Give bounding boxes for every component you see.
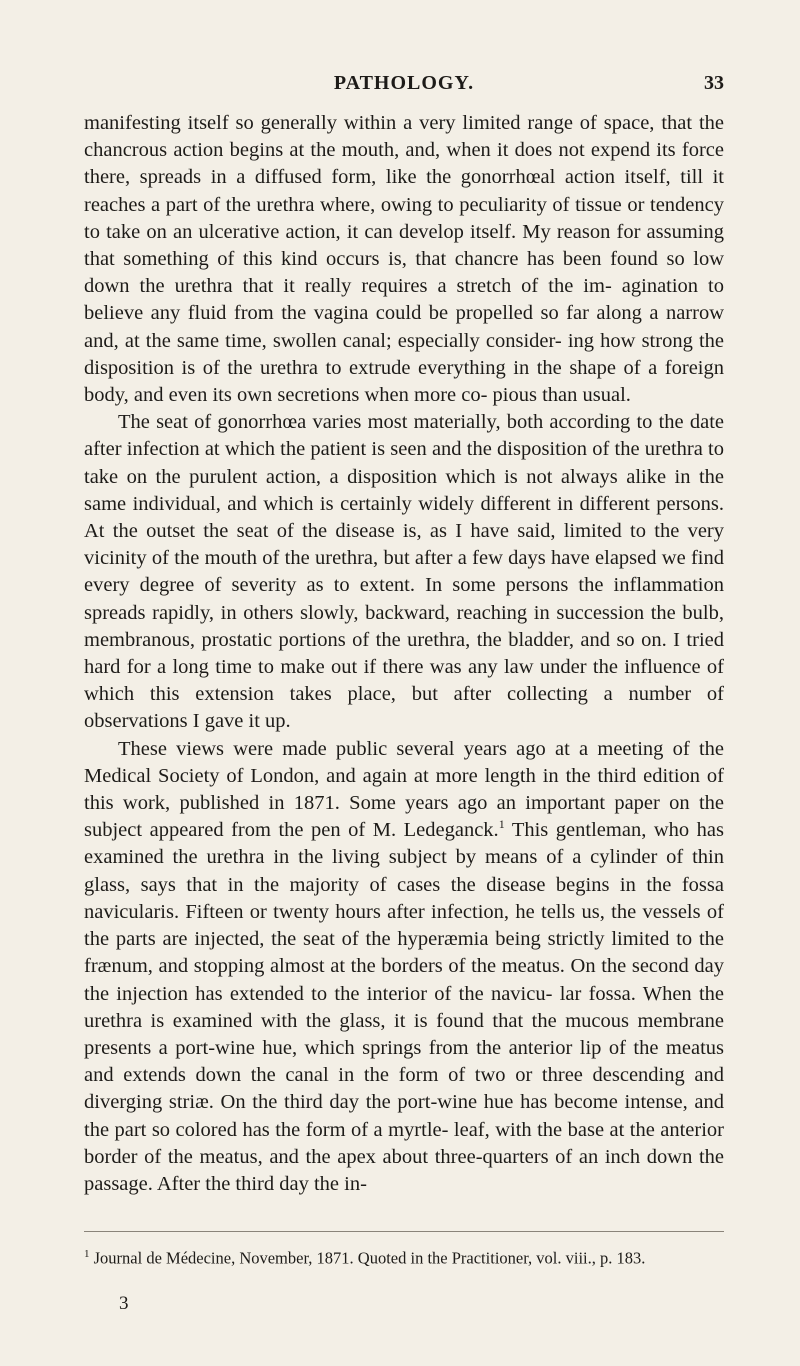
footnote: [84, 1243, 724, 1270]
signature-mark: 3: [119, 1293, 129, 1314]
body-text: [84, 110, 724, 1198]
footnote-text: Journal de Médecine, November, 1871. Quoted in the Practitioner, vol. viii., p. 183.: [89, 1248, 646, 1268]
paragraph-3: [84, 736, 724, 1198]
footnote-reference: 1: [498, 817, 505, 832]
paragraph-2: The seat of gonorrhœa varies most materially, both according to the date after infection at which the patient is seen and the disposition of the urethra to take on the purulent action, a disposition which is not always alike in the same individual, and which is certainly widely different in different persons. At the outset the seat of the disease is, as I have said, limited to the very vicinity of the mouth of the urethra, but after a few days have elapsed we find every degree of severity as to extent. In some persons the inflammation spreads rapidly, in others slowly, backward, reaching in succession the bulb, membranous, prostatic portions of the urethra, the bladder, and so on. I tried hard for a long time to make out if there was any law under the influence of which this extension takes place, but after collecting a number of observations I gave it up.: [84, 411, 724, 733]
paragraph-1: manifesting itself so generally within a very limited range of space, that the chancrous action begins at the mouth, and, when it does not expend its force there, spreads in a diffused form, like the gonorrhœal action itself, till it reaches a part of the urethra where, owing to peculiarity of tissue or tendency to take on an ulcerative action, it can develop itself. My reason for assuming that something of this kind occurs is, that chancre has been found so low down the urethra that it really requires a stretch of the im- agination to believe any fluid from the vagina could be propelled so far along a narrow and, at the same time, swollen canal; especially consider- ing how strong the disposition is of the urethra to extrude everything in the shape of a foreign body, and even its own secretions when more co- pious than usual.: [84, 112, 724, 407]
footnote-mark: 1: [84, 1248, 90, 1260]
page-number: 33: [704, 72, 724, 94]
running-head: [84, 72, 724, 98]
paragraph-3-text-b: This gentleman, who has examined the urethra in the living subject by means of a cylinder of thin glass, says that in the majority of cases the disease begins in the fossa navicularis. Fifteen or twenty hours after infection, he tells us, the vessels of the parts are injected, the seat of the hyperæmia being strictly limited to the frænum, and stopping almost at the borders of the meatus. On the second day the injection has extended to the interior of the navicu- lar fossa. When the urethra is examined with the glass, it is found that the mucous membrane presents a port-wine hue, which springs from the anterior lip of the meatus and extends down the canal in the form of two or three descending and diverging striæ. On the third day the port-wine hue has become intense, and the part so colored has the form of a myrtle- leaf, with the base at the anterior border of the meatus, and the apex about three-quarters of an inch down the passage. After the third day the in-: [84, 819, 724, 1195]
running-title: PATHOLOGY.: [333, 72, 475, 94]
paragraph-3-text-a: These views were made public several years ago at a meeting of the Medical Society of London, and again at more length in the third edition of this work, published in 1871. Some years ago an important paper on the subject appeared from the pen of M. Ledeganck.: [84, 737, 724, 842]
footnote-divider: [84, 1231, 724, 1232]
